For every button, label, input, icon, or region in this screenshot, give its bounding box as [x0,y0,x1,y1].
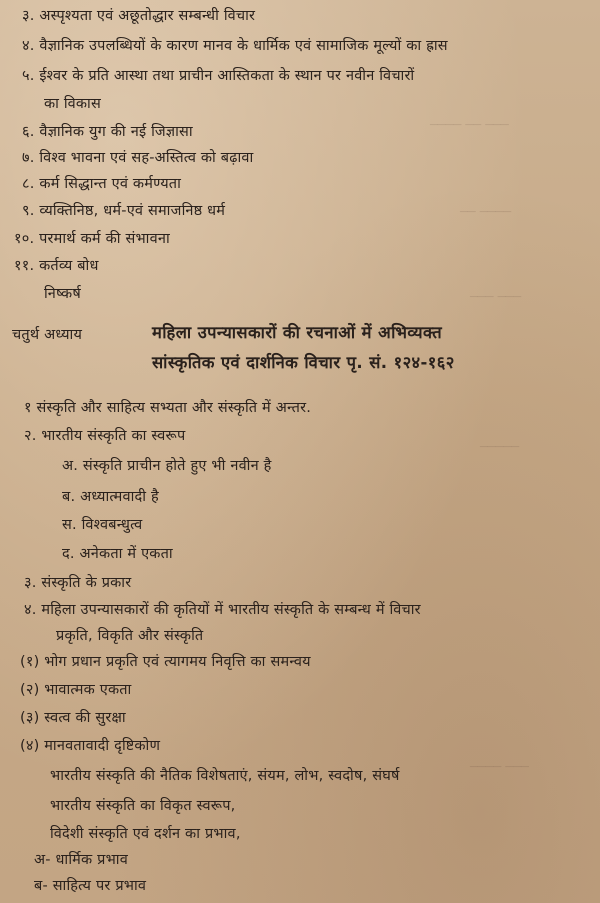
toc-item-5: ५. ईश्वर के प्रति आस्था तथा प्राचीन आस्तिकता के स्थान पर नवीन विचारों [22,68,415,84]
toc-note-3: विदेशी संस्कृति एवं दर्शन का प्रभाव, [50,826,241,842]
toc-item-ch4-3: ३. संस्कृति के प्रकार [24,575,132,591]
toc-item-5-continued: का विकास [44,96,102,112]
show-through-texture: ──── ── [460,205,512,220]
chapter-label: चतुर्थ अध्याय [12,327,83,343]
toc-point-2: (२) भावात्मक एकता [20,682,132,698]
toc-item-7: ७. विश्व भावना एवं सह-अस्तित्व को बढ़ावा [22,150,254,166]
toc-item-11: ११. कर्तव्य बोध [14,258,99,274]
toc-item-4: ४. वैज्ञानिक उपलब्धियों के कारण मानव के धार्मिक एवं सामाजिक मूल्यों का ह्रास [22,38,448,54]
show-through-texture: ─── ──── [470,760,529,775]
toc-note-2: भारतीय संस्कृति का विकृत स्वरूप, [50,798,236,814]
toc-point-4: (४) मानवतावादी दृष्टिकोण [20,738,161,754]
chapter-title-line-1: महिला उपन्यासकारों की रचनाओं में अभिव्यक्त [152,323,443,342]
chapter-title-line-2: सांस्कृतिक एवं दार्शनिक विचार पृ. सं. १२४-१६२ [152,353,455,372]
show-through-texture: ─── ─── [470,290,522,305]
toc-note-1: भारतीय संस्कृति की नैतिक विशेषताएं, संयम, लोभ, स्वदोष, संघर्ष [50,768,400,784]
toc-point-3: (३) स्वत्व की सुरक्षा [20,710,126,726]
toc-item-10: १०. परमार्थ कर्म की संभावना [14,231,170,247]
toc-subitem-s: स. विश्वबन्धुत्व [62,517,143,533]
toc-note-b: ब- साहित्य पर प्रभाव [34,878,147,894]
toc-point-1: (१) भोग प्रधान प्रकृति एवं त्यागमय निवृत्ति का समन्वय [20,654,311,670]
toc-item-ch4-4-continued: प्रकृति, विकृति और संस्कृति [56,628,204,644]
toc-item-ch4-1: १ संस्कृति और साहित्य सभ्यता और संस्कृति में अन्तर. [24,400,312,416]
toc-item-6: ६. वैज्ञानिक युग की नई जिज्ञासा [22,124,193,140]
toc-item-ch4-4: ४. महिला उपन्यासकारों की कृतियों में भारतीय संस्कृति के सम्बन्ध में विचार [24,602,421,618]
toc-subitem-a: अ. संस्कृति प्राचीन होते हुए भी नवीन है [62,458,272,474]
toc-item-ch4-2: २. भारतीय संस्कृति का स्वरूप [24,428,186,444]
toc-item-9: ९. व्यक्तिनिष्ठ, धर्म-एवं समाजनिष्ठ धर्म [22,203,226,219]
show-through-texture: ─── ── ──── [430,118,509,133]
toc-subitem-d: द. अनेकता में एकता [62,546,173,562]
show-through-texture: ───── [480,440,520,455]
toc-item-8: ८. कर्म सिद्धान्त एवं कर्मण्यता [22,176,182,192]
toc-conclusion: निष्कर्ष [44,286,81,302]
toc-item-3: ३. अस्पृश्यता एवं अछूतोद्धार सम्बन्धी विचार [22,8,256,24]
toc-note-a: अ- धार्मिक प्रभाव [34,852,129,868]
toc-subitem-b: ब. अध्यात्मवादी है [62,489,159,505]
